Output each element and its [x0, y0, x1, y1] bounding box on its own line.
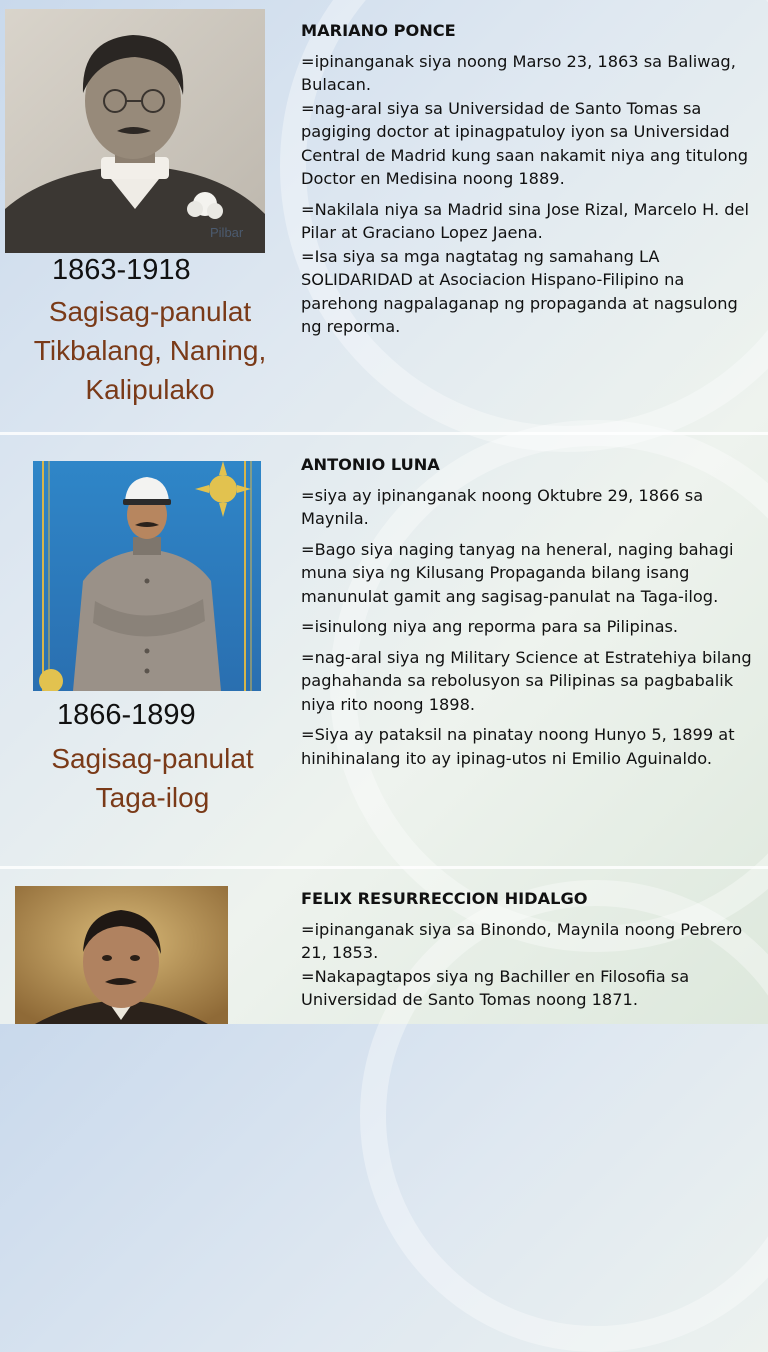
biography-text	[301, 19, 761, 346]
pen-name-line: Kalipulako	[85, 374, 215, 405]
portrait-ponce	[5, 9, 265, 253]
pen-name-block	[0, 739, 305, 817]
bio-paragraph: =ipinanganak siya noong Marso 23, 1863 sa Baliwag, Bulacan.	[301, 51, 736, 94]
bio-paragraph: =siya ay ipinanganak noong Oktubre 29, 1866 sa Maynila.	[301, 485, 704, 528]
lifespan-years: 1866-1899	[57, 699, 196, 731]
person-name: ANTONIO LUNA	[301, 455, 440, 474]
portrait-hidalgo	[15, 886, 228, 1024]
bio-paragraph: =Nakilala niya sa Madrid sina Jose Rizal, Marcelo H. del Pilar at Graciano Lopez Jaena.	[301, 199, 750, 242]
bio-paragraph: =Bago siya naging tanyag na heneral, naging bahagi muna siya ng Kilusang Propaganda bilang isang manunulat gamit ang sagisag-panulat na Taga-ilog.	[301, 539, 734, 606]
pen-name-block	[0, 292, 300, 409]
bio-paragraph: =Siya ay pataksil na pinatay noong Hunyo 5, 1899 at hinihinalang ito ay ipinag-utos ni Emilio Aguinaldo.	[301, 725, 735, 768]
bio-paragraph: =nag-aral siya ng Military Science at Estratehiya bilang paghahanda sa rebolusyon sa Pilipinas sa pagbabalik niya rito noong 1898.	[301, 647, 752, 714]
pen-name-line: Taga-ilog	[95, 782, 210, 813]
lifespan-years: 1863-1918	[52, 254, 191, 286]
biography-text	[301, 887, 761, 1019]
bio-paragraph: =isinulong niya ang reporma para sa Pilipinas.	[301, 617, 679, 636]
bio-paragraph: =Nakapagtapos siya ng Bachiller en Filosofia sa Universidad de Santo Tomas noong 1871.	[301, 966, 690, 1009]
person-section-luna	[0, 435, 768, 865]
biography-text	[301, 453, 761, 777]
pen-name-label: Sagisag-panulat	[51, 743, 254, 774]
pen-name-label: Sagisag-panulat	[48, 296, 252, 327]
watermark-logo: Pilbar	[210, 225, 244, 240]
pen-name-line: Tikbalang, Naning,	[33, 335, 267, 366]
bio-paragraph: =nag-aral siya sa Universidad de Santo Tomas sa pagiging doctor at ipinagpatuloy iyon sa Universidad Central de Madrid kung saan nakamit niya ang titulong Doctor en Medisina noong 1889.	[301, 98, 749, 188]
bio-paragraph: =Isa siya sa mga nagtatag ng samahang LA SOLIDARIDAD at Asociacion Hispano-Filipino na parehong nagpalaganap ng propaganda at nagsulong ng reporma.	[301, 246, 738, 336]
person-section-hidalgo	[0, 869, 768, 1024]
person-name: MARIANO PONCE	[301, 21, 456, 40]
portrait-luna	[33, 461, 261, 691]
person-section-ponce	[0, 0, 768, 432]
bio-paragraph: =ipinanganak siya sa Binondo, Maynila noong Pebrero 21, 1853.	[301, 919, 743, 962]
person-name: FELIX RESURRECCION HIDALGO	[301, 889, 588, 908]
